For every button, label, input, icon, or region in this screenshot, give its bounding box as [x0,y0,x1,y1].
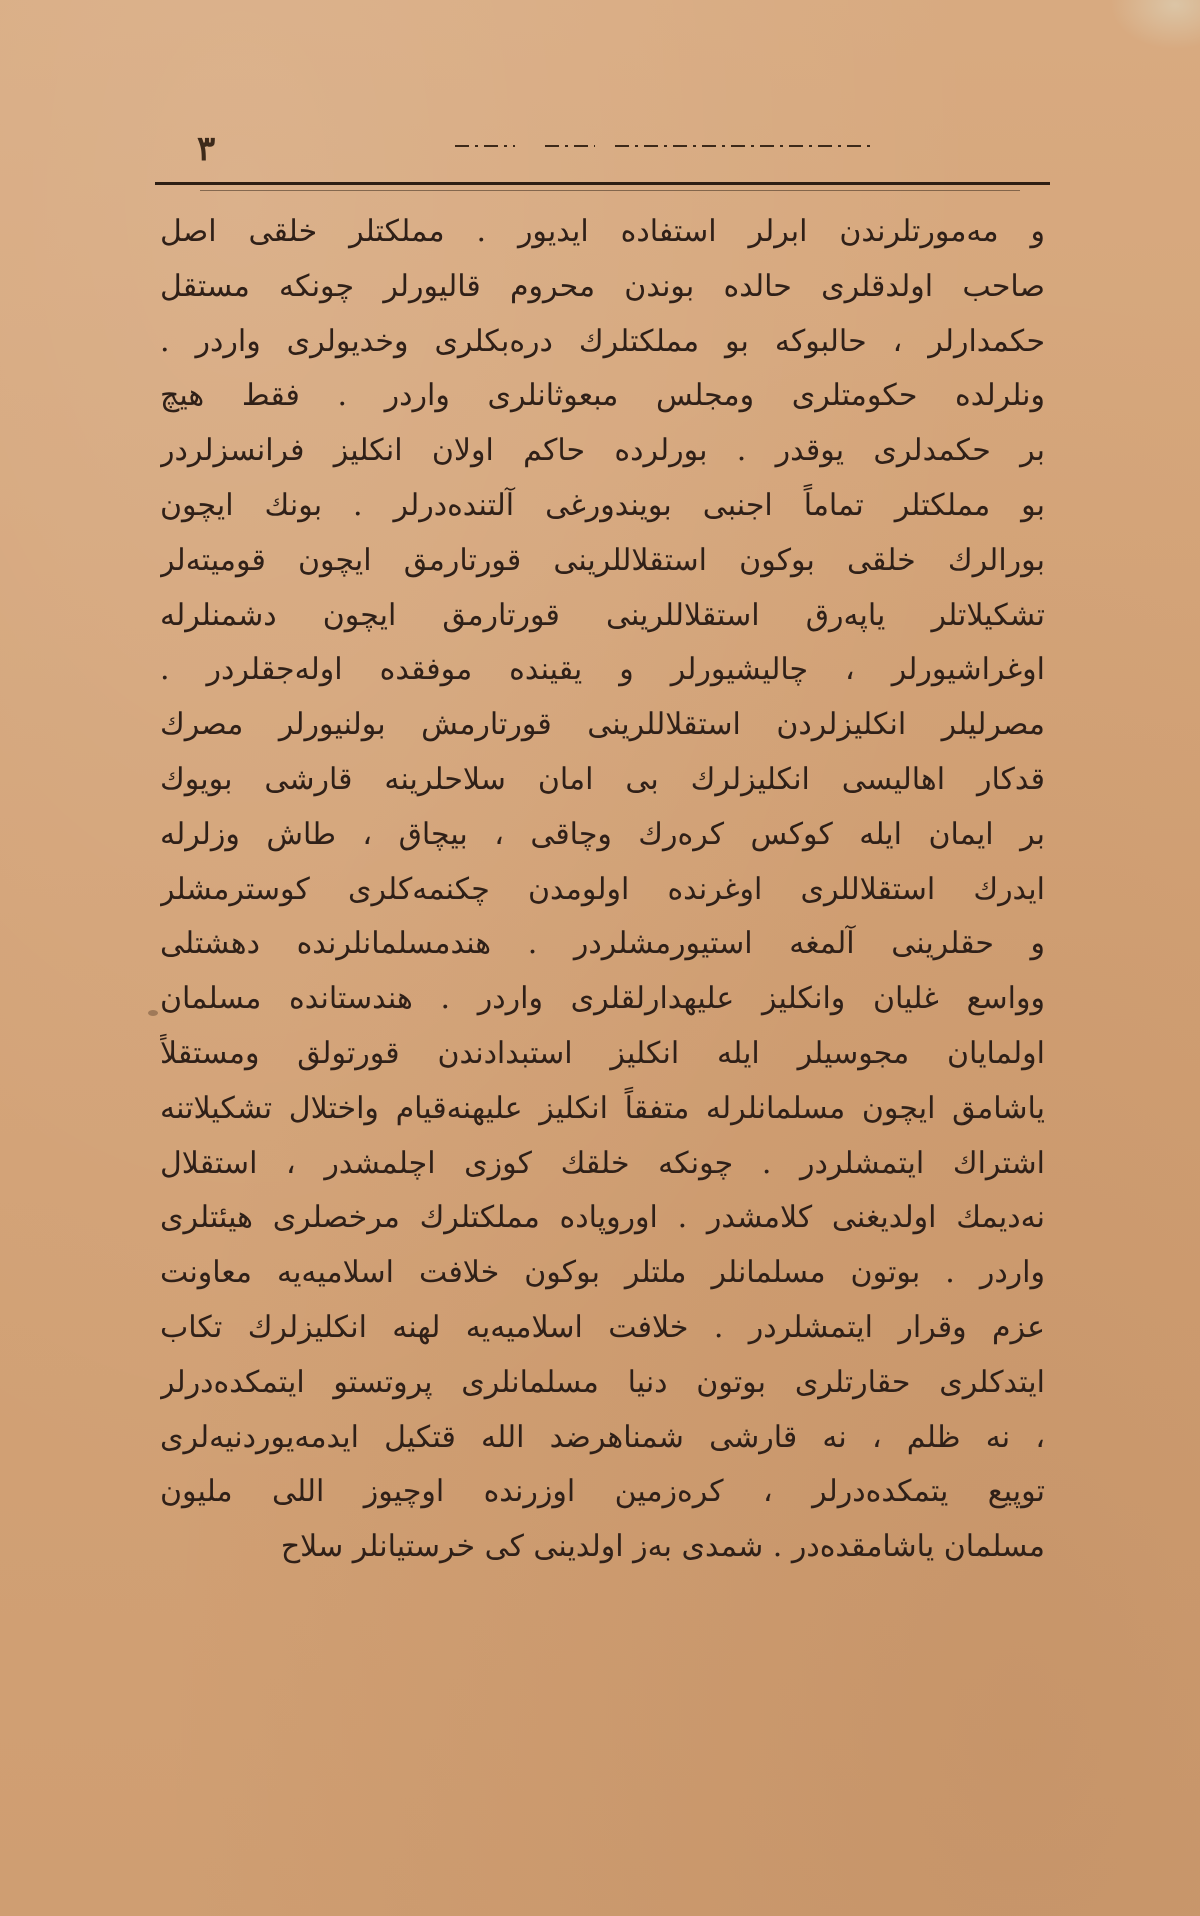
text-line: و مەمورتلرندن ابرلر استفادە ایدیور . مملکتلر خلقى اصل [160,214,1045,249]
text-line: مسلمان ياشامقدەدر . شمدى بەز اولدينى كى خرستيانلر سلاح [280,1529,1045,1565]
page-number: ٣ [197,129,216,169]
text-line: اولمايان مجوسيلر ايلە انكليز استبدادندن قورتولق ومستقلاً [160,1035,1045,1071]
text-line: اوغراشيورلر ، چاليشيورلر و يقيندە موفقدە اولەجقلردر . [160,652,1045,688]
header-ornament [455,143,875,149]
page-header [155,105,1050,185]
text-line: و حقلرينى آلمغە استيورمشلردر . هندمسلمانلرندە دهشتلى [160,926,1045,962]
text-line: عزم وقرار ايتمشلردر . خلافت اسلاميەيە لهنە انكليزلرك تكاب [160,1309,1045,1345]
header-rule [155,182,1050,185]
text-line: ونلرلدە حكومتلرى ومجلس مبعوثانلرى واردر . فقط هيچ [160,378,1045,414]
text-line: بورالرك خلقى بوكون استقلاللرينى قورتارمق ايچون قوميتەلر [160,542,1045,578]
text-line: ياشامق ايچون مسلمانلرلە متفقاً انكليز عليهنەقيام واختلال تشكيلاتنە [160,1090,1045,1126]
text-line: واردر . بوتون مسلمانلر ملتلر بوكون خلافت اسلاميەيە معاونت [160,1255,1045,1291]
text-line: بر ايمان ايلە كوكس كرەرك وچاقى ، بيچاق ، طاش وزلرلە [160,816,1045,852]
text-line: ايتدكلرى حقارتلرى بوتون دنيا مسلمانلرى پروتستو ايتمكدەدرلر [160,1364,1045,1400]
text-line: تشكيلاتلر ياپەرق استقلاللرينى قورتارمق ايچون دشمنلرلە [160,597,1045,633]
text-line: ، نە ظلم ، نە قارشى شمناهرضد الله قتكيل ايدمەيوردنيەلرى [160,1419,1045,1455]
text-line: وواسع غليان وانكليز عليهدارلقلرى واردر . هندستاندە مسلمان [160,981,1045,1017]
text-line: بر حكمدلرى يوقدر . بورلردە حاكم اولان انكليز فرانسزلردر [160,433,1045,469]
body-text [160,205,1045,1805]
header-rule-thin [200,190,1020,191]
text-line: بو مملكتلر تماماً اجنبى بويندورغى آلتندەدرلر . بونك ايچون [160,487,1045,523]
text-line: اشتراك ايتمشلردر . چونكە خلقك كوزى اچلمشدر ، استقلال [160,1145,1045,1181]
text-line: نەديمك اولديغنى كلامشدر . اوروپادە مملكتلرك مرخصلرى هيئتلرى [160,1200,1045,1236]
text-line: قدكار اهاليسى انكليزلرك بى امان سلاحلرينە قارشى بويوك [160,761,1045,797]
text-line: ايدرك استقلاللرى اوغرندە اولومدن چكنمەكلرى كوسترمشلر [160,871,1045,907]
ink-mark [148,1010,158,1016]
text-line: مصرليلر انكليزلردن استقلاللرينى قورتارمش بولنيورلر مصرك [160,707,1045,743]
text-line: صاحب اولدقلرى حالدە بوندن محروم قالیورلر چونکە مستقل [160,268,1045,304]
text-line: حكمدارلر ، حالبوكە بو مملكتلرك درەبكلرى وخديولرى واردر . [160,323,1045,359]
text-line: توپيع يتمكدەدرلر ، كرەزمين اوزرندە اوچيوز اللى مليون [160,1474,1045,1510]
paper-stain [1110,0,1200,50]
